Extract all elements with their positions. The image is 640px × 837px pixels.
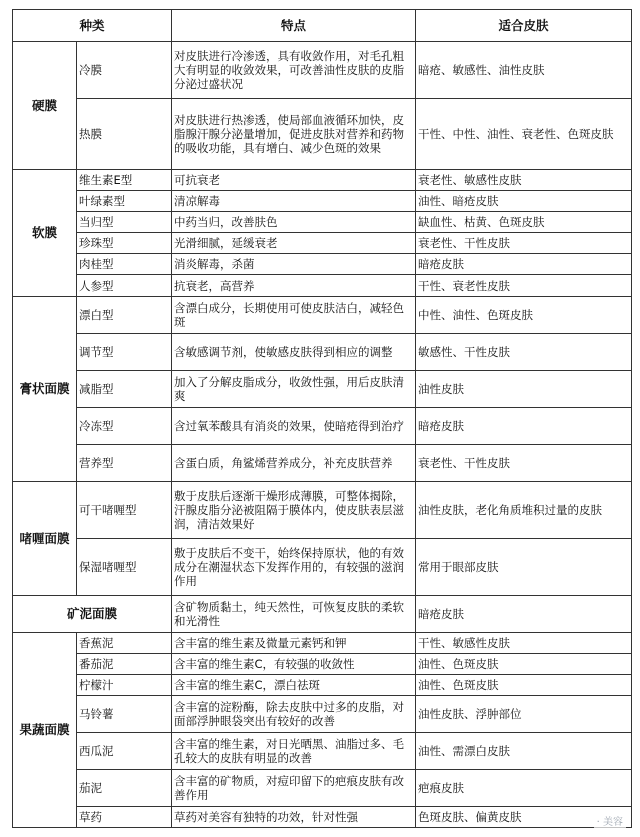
subtype-cell: 当归型	[77, 212, 172, 233]
table-row	[13, 696, 632, 733]
features-cell: 抗衰老，高营养	[172, 275, 416, 297]
skin-cell: 干性、衰老性皮肤	[416, 275, 632, 297]
table-row	[13, 297, 632, 334]
table-row	[13, 334, 632, 371]
subtype-cell: 热膜	[77, 99, 172, 170]
subtype-cell: 可干啫喱型	[77, 482, 172, 539]
subtype-cell: 西瓜泥	[77, 733, 172, 770]
features-cell: 对皮肤进行冷渗透，具有收敛作用，对毛孔粗大有明显的收敛效果，可改善油性皮肤的皮脂分泌过盛状况	[172, 42, 416, 99]
features-cell: 含丰富的维生素，对日光晒黑、油脂过多、毛孔较大的皮肤有明显的改善	[172, 733, 416, 770]
features-cell: 含丰富的矿物质，对痘印留下的疤痕皮肤有改善作用	[172, 770, 416, 807]
features-cell: 含矿物质黏土，纯天然性，可恢复皮肤的柔软和光滑性	[172, 596, 416, 633]
skin-cell: 缺血性、枯黄、色斑皮肤	[416, 212, 632, 233]
skin-cell: 暗疮皮肤	[416, 596, 632, 633]
skin-cell: 油性皮肤、浮肿部位	[416, 696, 632, 733]
skin-cell: 油性、色斑皮肤	[416, 675, 632, 696]
subtype-cell: 肉桂型	[77, 254, 172, 275]
features-cell: 含丰富的维生素及微量元素钙和钾	[172, 633, 416, 654]
table-row	[13, 371, 632, 408]
features-cell: 含丰富的淀粉酶，除去皮肤中过多的皮脂，对面部浮肿眼袋突出有较好的改善	[172, 696, 416, 733]
skin-cell: 中性、油性、色斑皮肤	[416, 297, 632, 334]
table-row	[13, 445, 632, 482]
header-row	[13, 10, 632, 42]
header-type: 种类	[13, 10, 172, 42]
subtype-cell: 草药	[77, 807, 172, 828]
subtype-cell: 柠檬汁	[77, 675, 172, 696]
features-cell: 对皮肤进行热渗透，使局部血液循环加快，皮脂腺汗腺分泌量增加，促进皮肤对营养和药物的吸收功能，具有增白、减少色斑的效果	[172, 99, 416, 170]
features-cell: 消炎解毒，杀菌	[172, 254, 416, 275]
subtype-cell: 冷膜	[77, 42, 172, 99]
features-cell: 含丰富的维生素C，有较强的收敛性	[172, 654, 416, 675]
skin-cell: 油性皮肤	[416, 371, 632, 408]
skin-cell: 衰老性、敏感性皮肤	[416, 170, 632, 191]
table-row	[13, 99, 632, 170]
subtype-cell: 调节型	[77, 334, 172, 371]
category-cell: 硬膜	[13, 42, 77, 170]
category-cell: 膏状面膜	[13, 297, 77, 482]
skin-cell: 暗疮皮肤	[416, 254, 632, 275]
features-cell: 含漂白成分，长期使用可使皮肤洁白，减轻色斑	[172, 297, 416, 334]
table-row	[13, 675, 632, 696]
features-cell: 含敏感调节剂，使敏感皮肤得到相应的调整	[172, 334, 416, 371]
skin-cell: 衰老性、干性皮肤	[416, 233, 632, 254]
table-row	[13, 633, 632, 654]
mask-types-table	[12, 9, 632, 828]
skin-cell: 敏感性、干性皮肤	[416, 334, 632, 371]
table-row	[13, 596, 632, 633]
features-cell: 中药当归，改善肤色	[172, 212, 416, 233]
header-features: 特点	[172, 10, 416, 42]
category-cell: 啫喱面膜	[13, 482, 77, 596]
table-row	[13, 539, 632, 596]
table-row	[13, 733, 632, 770]
skin-cell: 衰老性、干性皮肤	[416, 445, 632, 482]
subtype-cell: 营养型	[77, 445, 172, 482]
subtype-cell: 人参型	[77, 275, 172, 297]
subtype-cell: 维生素E型	[77, 170, 172, 191]
features-cell: 含丰富的维生素C，漂白祛斑	[172, 675, 416, 696]
table-row	[13, 212, 632, 233]
features-cell: 敷于皮肤后逐渐干燥形成薄膜，可整体揭除，汗腺皮脂分泌被阻隔于膜体内，使皮肤表层滋润，清洁效果好	[172, 482, 416, 539]
skin-cell: 干性、中性、油性、衰老性、色斑皮肤	[416, 99, 632, 170]
features-cell: 可抗衰老	[172, 170, 416, 191]
subtype-cell: 马铃薯	[77, 696, 172, 733]
table-row	[13, 482, 632, 539]
subtype-cell: 香蕉泥	[77, 633, 172, 654]
subtype-cell: 叶绿素型	[77, 191, 172, 212]
table-row	[13, 807, 632, 828]
watermark: · 美容	[594, 813, 626, 828]
table-row	[13, 770, 632, 807]
category-cell: 果蔬面膜	[13, 633, 77, 828]
features-cell: 清凉解毒	[172, 191, 416, 212]
category-cell: 软膜	[13, 170, 77, 297]
table-row	[13, 191, 632, 212]
skin-cell: 油性、暗疮皮肤	[416, 191, 632, 212]
table-row	[13, 408, 632, 445]
features-cell: 加入了分解皮脂成分，收敛性强，用后皮肤清爽	[172, 371, 416, 408]
skin-cell: 疤痕皮肤	[416, 770, 632, 807]
skin-cell: 色斑皮肤、偏黄皮肤	[416, 807, 632, 828]
subtype-cell: 珍珠型	[77, 233, 172, 254]
subtype-cell: 漂白型	[77, 297, 172, 334]
skin-cell: 干性、敏感性皮肤	[416, 633, 632, 654]
table-row	[13, 654, 632, 675]
category-cell: 矿泥面膜	[13, 596, 172, 633]
features-cell: 光滑细腻，延缓衰老	[172, 233, 416, 254]
features-cell: 敷于皮肤后不变干，始终保持原状，他的有效成分在潮湿状态下发挥作用的，有较强的滋润作用	[172, 539, 416, 596]
skin-cell: 油性皮肤，老化角质堆积过量的皮肤	[416, 482, 632, 539]
subtype-cell: 保湿啫喱型	[77, 539, 172, 596]
skin-cell: 油性、需漂白皮肤	[416, 733, 632, 770]
skin-cell: 油性、色斑皮肤	[416, 654, 632, 675]
features-cell: 含蛋白质，角鲨烯营养成分，补充皮肤营养	[172, 445, 416, 482]
table-row	[13, 42, 632, 99]
table-row	[13, 233, 632, 254]
subtype-cell: 冷冻型	[77, 408, 172, 445]
table-row	[13, 275, 632, 297]
table-row	[13, 254, 632, 275]
skin-cell: 常用于眼部皮肤	[416, 539, 632, 596]
subtype-cell: 番茄泥	[77, 654, 172, 675]
table-row	[13, 170, 632, 191]
features-cell: 含过氧苯酸具有消炎的效果，使暗疮得到治疗	[172, 408, 416, 445]
skin-cell: 暗疮皮肤	[416, 408, 632, 445]
header-skin: 适合皮肤	[416, 10, 632, 42]
subtype-cell: 减脂型	[77, 371, 172, 408]
subtype-cell: 茄泥	[77, 770, 172, 807]
features-cell: 草药对美容有独特的功效，针对性强	[172, 807, 416, 828]
skin-cell: 暗疮、敏感性、油性皮肤	[416, 42, 632, 99]
